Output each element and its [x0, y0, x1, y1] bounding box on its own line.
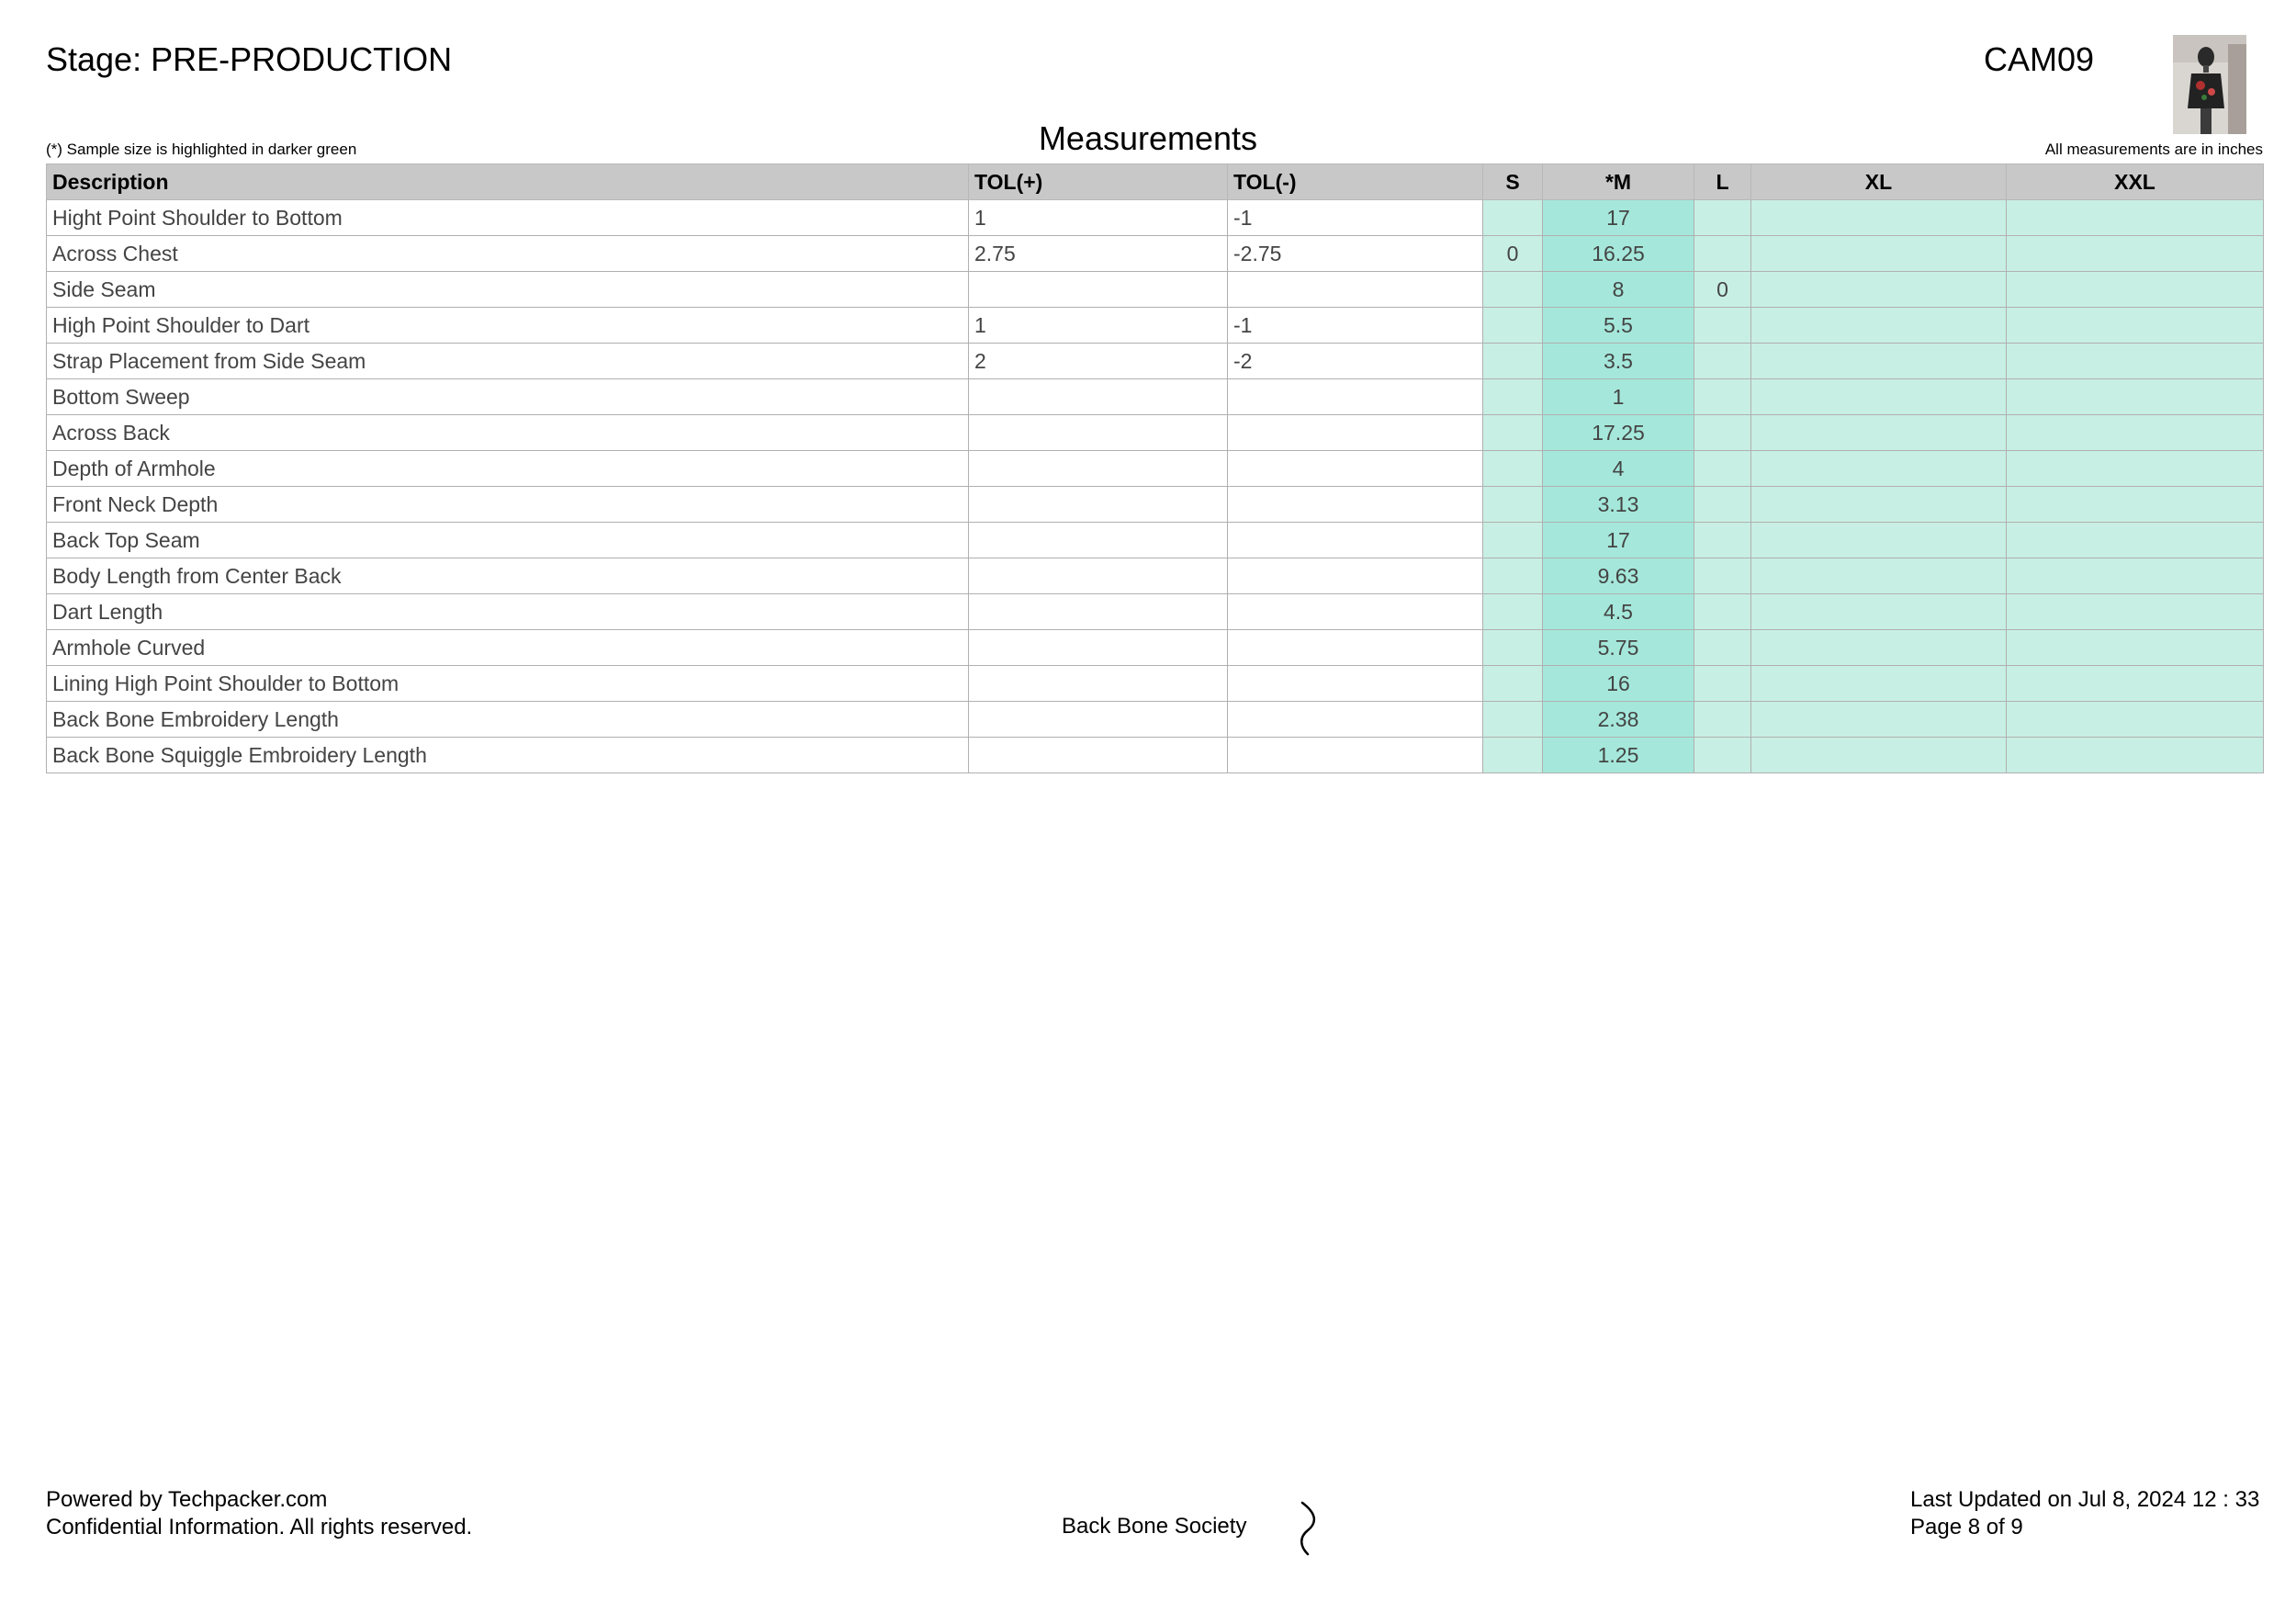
table-cell [1694, 594, 1751, 630]
table-cell [1228, 415, 1483, 451]
table-cell [2007, 738, 2264, 773]
table-cell: Front Neck Depth [47, 487, 969, 523]
section-title: Measurements [1038, 119, 1258, 157]
table-row [47, 451, 2264, 487]
table-cell: -1 [1228, 308, 1483, 344]
table-row [47, 415, 2264, 451]
table-cell [1483, 344, 1543, 379]
table-cell [1483, 523, 1543, 558]
table-cell [1228, 666, 1483, 702]
table-cell [969, 630, 1228, 666]
table-cell [1694, 308, 1751, 344]
table-row [47, 379, 2264, 415]
table-cell: Armhole Curved [47, 630, 969, 666]
table-cell [1751, 558, 2007, 594]
table-cell: 9.63 [1543, 558, 1694, 594]
table-cell: Side Seam [47, 272, 969, 308]
column-header: L [1694, 164, 1751, 200]
column-header: TOL(+) [969, 164, 1228, 200]
table-cell [1228, 523, 1483, 558]
table-cell: Hight Point Shoulder to Bottom [47, 200, 969, 236]
table-cell: Bottom Sweep [47, 379, 969, 415]
table-cell [1694, 702, 1751, 738]
table-cell [969, 379, 1228, 415]
table-cell [969, 558, 1228, 594]
table-row [47, 630, 2264, 666]
table-cell: 5.5 [1543, 308, 1694, 344]
column-header: TOL(-) [1228, 164, 1483, 200]
table-cell: Back Bone Squiggle Embroidery Length [47, 738, 969, 773]
table-cell [1751, 523, 2007, 558]
table-cell: 1 [1543, 379, 1694, 415]
table-cell: 17.25 [1543, 415, 1694, 451]
table-cell: Body Length from Center Back [47, 558, 969, 594]
table-cell [969, 594, 1228, 630]
table-cell [1228, 558, 1483, 594]
brand-logo-icon [1289, 1499, 1326, 1558]
table-cell [2007, 415, 2264, 451]
brand-name: Back Bone Society [1062, 1514, 1247, 1539]
table-cell [969, 272, 1228, 308]
table-cell [1694, 666, 1751, 702]
column-header: S [1483, 164, 1543, 200]
table-header-row [47, 164, 2264, 200]
table-cell [1751, 738, 2007, 773]
table-cell [1483, 379, 1543, 415]
table-cell [1483, 272, 1543, 308]
table-cell [1751, 344, 2007, 379]
table-cell [1228, 451, 1483, 487]
table-cell [1483, 200, 1543, 236]
table-cell [1694, 200, 1751, 236]
table-cell [1483, 308, 1543, 344]
table-cell [2007, 236, 2264, 272]
footer-left [46, 1486, 472, 1541]
table-cell [969, 738, 1228, 773]
table-cell [1483, 702, 1543, 738]
table-cell: 0 [1483, 236, 1543, 272]
table-cell: Across Back [47, 415, 969, 451]
table-cell [1483, 451, 1543, 487]
table-row [47, 272, 2264, 308]
table-row [47, 594, 2264, 630]
table-cell [1751, 702, 2007, 738]
table-cell [1751, 379, 2007, 415]
table-cell: -1 [1228, 200, 1483, 236]
table-row [47, 344, 2264, 379]
table-cell: 16.25 [1543, 236, 1694, 272]
table-cell [1228, 594, 1483, 630]
table-cell: 5.75 [1543, 630, 1694, 666]
table-cell [1483, 738, 1543, 773]
style-code: CAM09 [1983, 40, 2094, 78]
table-row [47, 702, 2264, 738]
column-header: XL [1751, 164, 2007, 200]
table-cell [1694, 738, 1751, 773]
table-cell [2007, 702, 2264, 738]
table-cell [1751, 200, 2007, 236]
table-cell [1751, 415, 2007, 451]
stage-label: Stage: PRE-PRODUCTION [46, 40, 453, 78]
column-header: Description [47, 164, 969, 200]
table-cell [2007, 272, 2264, 308]
table-cell [1694, 236, 1751, 272]
table-cell [1751, 487, 2007, 523]
table-row [47, 487, 2264, 523]
table-cell [969, 666, 1228, 702]
table-cell [1228, 630, 1483, 666]
table-cell [1483, 415, 1543, 451]
table-cell [1694, 523, 1751, 558]
table-cell: 3.5 [1543, 344, 1694, 379]
table-cell [1694, 415, 1751, 451]
table-cell: Strap Placement from Side Seam [47, 344, 969, 379]
table-cell: 8 [1543, 272, 1694, 308]
table-cell [1483, 630, 1543, 666]
table-cell: 2 [969, 344, 1228, 379]
table-cell [1483, 558, 1543, 594]
table-cell [1694, 379, 1751, 415]
table-cell [2007, 344, 2264, 379]
column-header: *M [1543, 164, 1694, 200]
table-cell [1483, 487, 1543, 523]
table-cell [2007, 558, 2264, 594]
table-cell [1694, 451, 1751, 487]
sample-size-note: (*) Sample size is highlighted in darker green [46, 141, 357, 158]
table-row [47, 236, 2264, 272]
table-cell [2007, 630, 2264, 666]
table-cell: 2.38 [1543, 702, 1694, 738]
table-cell [2007, 200, 2264, 236]
footer-right [1910, 1486, 2259, 1541]
table-cell [2007, 379, 2264, 415]
table-cell: 3.13 [1543, 487, 1694, 523]
table-cell: Lining High Point Shoulder to Bottom [47, 666, 969, 702]
table-cell: Across Chest [47, 236, 969, 272]
table-cell: 4.5 [1543, 594, 1694, 630]
table-cell [1751, 236, 2007, 272]
table-cell [2007, 487, 2264, 523]
table-cell: Back Bone Embroidery Length [47, 702, 969, 738]
table-cell [1751, 594, 2007, 630]
table-cell: 16 [1543, 666, 1694, 702]
table-cell [2007, 594, 2264, 630]
table-row [47, 558, 2264, 594]
table-cell [969, 451, 1228, 487]
table-cell [2007, 308, 2264, 344]
table-cell [2007, 523, 2264, 558]
page-number: Page 8 of 9 [1910, 1515, 2023, 1539]
table-cell: 4 [1543, 451, 1694, 487]
powered-by: Powered by Techpacker.com [46, 1487, 328, 1512]
table-cell: Depth of Armhole [47, 451, 969, 487]
table-cell [969, 523, 1228, 558]
table-cell: Dart Length [47, 594, 969, 630]
table-row [47, 666, 2264, 702]
table-cell [969, 702, 1228, 738]
last-updated: Last Updated on Jul 8, 2024 12 : 33 [1910, 1487, 2260, 1512]
table-cell [1228, 738, 1483, 773]
table-cell [1751, 308, 2007, 344]
table-cell [1228, 487, 1483, 523]
table-cell [1228, 702, 1483, 738]
table-row [47, 200, 2264, 236]
table-cell [1694, 558, 1751, 594]
table-cell: Back Top Seam [47, 523, 969, 558]
table-row [47, 738, 2264, 773]
column-header: XXL [2007, 164, 2264, 200]
table-cell [1751, 272, 2007, 308]
table-cell [1483, 594, 1543, 630]
table-cell: 0 [1694, 272, 1751, 308]
table-cell: -2.75 [1228, 236, 1483, 272]
confidential-notice: Confidential Information. All rights reserved. [46, 1515, 473, 1539]
table-cell [1228, 379, 1483, 415]
table-cell: -2 [1228, 344, 1483, 379]
table-cell [1694, 344, 1751, 379]
table-row [47, 523, 2264, 558]
units-note: All measurements are in inches [2044, 141, 2263, 158]
table-cell: 1 [969, 200, 1228, 236]
table-cell [2007, 451, 2264, 487]
table-cell: High Point Shoulder to Dart [47, 308, 969, 344]
table-cell [969, 415, 1228, 451]
measurements-table [46, 164, 2264, 773]
table-row [47, 308, 2264, 344]
table-cell [1751, 630, 2007, 666]
table-cell [969, 487, 1228, 523]
table-cell [1751, 666, 2007, 702]
table-cell: 2.75 [969, 236, 1228, 272]
table-cell: 1 [969, 308, 1228, 344]
table-cell: 17 [1543, 523, 1694, 558]
table-cell [1228, 272, 1483, 308]
table-cell [2007, 666, 2264, 702]
table-cell [1694, 487, 1751, 523]
table-cell: 1.25 [1543, 738, 1694, 773]
table-cell [1751, 451, 2007, 487]
table-cell: 17 [1543, 200, 1694, 236]
table-cell [1694, 630, 1751, 666]
table-cell [1483, 666, 1543, 702]
